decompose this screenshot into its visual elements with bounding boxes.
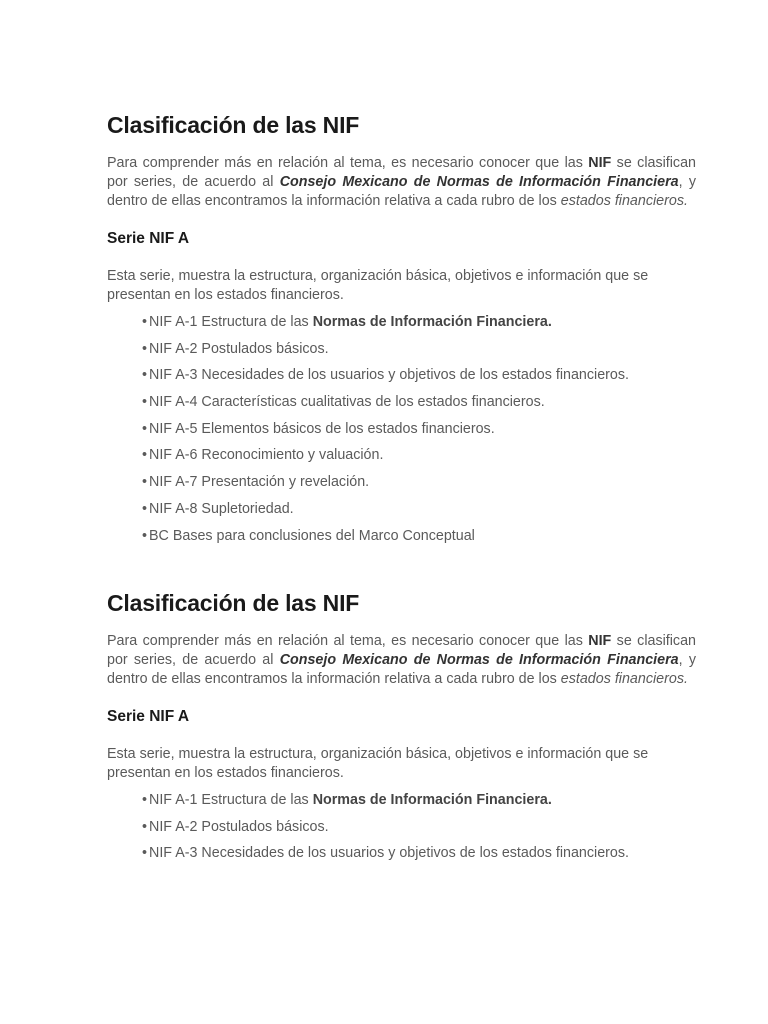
list-item: • NIF A-2 Postulados básicos. bbox=[142, 340, 329, 357]
section-1 bbox=[107, 110, 696, 553]
list-item: • NIF A-3 Necesidades de los usuarios y objetivos de los estados financieros. bbox=[142, 845, 629, 862]
list-item: • NIF A-1 Estructura de las Normas de Información Financiera. bbox=[142, 792, 552, 808]
serie-description: Esta serie, muestra la estructura, organización básica, objetivos e información que se presentan en los estados financieros. bbox=[107, 268, 649, 303]
list-item: • NIF A-1 Estructura de las Normas de Información Financiera. bbox=[142, 314, 552, 330]
list-item: • BC Bases para conclusiones del Marco Conceptual bbox=[142, 527, 475, 544]
intro-paragraph: Para comprender más en relación al tema, es necesario conocer que las NIF se clasifican por series, de acuerdo al Consejo Mexicano de Normas de Información Financiera, y dentro de ellas encontramos la información relativa a cada rubro de los estados financieros. bbox=[107, 155, 696, 209]
list-item: • NIF A-8 Supletoriedad. bbox=[142, 500, 294, 517]
list-item: • NIF A-7 Presentación y revelación. bbox=[142, 474, 370, 491]
list-item: • NIF A-3 Necesidades de los usuarios y objetivos de los estados financieros. bbox=[142, 367, 629, 384]
list-item: • NIF A-6 Reconocimiento y valuación. bbox=[142, 447, 384, 464]
list-item: • NIF A-5 Elementos básicos de los estados financieros. bbox=[142, 420, 495, 437]
serie-description: Esta serie, muestra la estructura, organización básica, objetivos e información que se presentan en los estados financieros. bbox=[107, 746, 649, 781]
nif-list bbox=[142, 791, 696, 871]
intro-paragraph: Para comprender más en relación al tema, es necesario conocer que las NIF se clasifican por series, de acuerdo al Consejo Mexicano de Normas de Información Financiera, y dentro de ellas encontramos la información relativa a cada rubro de los estados financieros. bbox=[107, 633, 696, 687]
section-title: Clasificación de las NIF bbox=[107, 112, 360, 138]
section-2 bbox=[107, 588, 696, 871]
section-title: Clasificación de las NIF bbox=[107, 590, 360, 616]
section-subtitle: Serie NIF A bbox=[107, 230, 190, 247]
list-item: • NIF A-4 Características cualitativas de los estados financieros. bbox=[142, 394, 545, 411]
nif-list bbox=[142, 313, 696, 553]
list-item: • NIF A-2 Postulados básicos. bbox=[142, 818, 329, 835]
section-subtitle: Serie NIF A bbox=[107, 708, 190, 725]
